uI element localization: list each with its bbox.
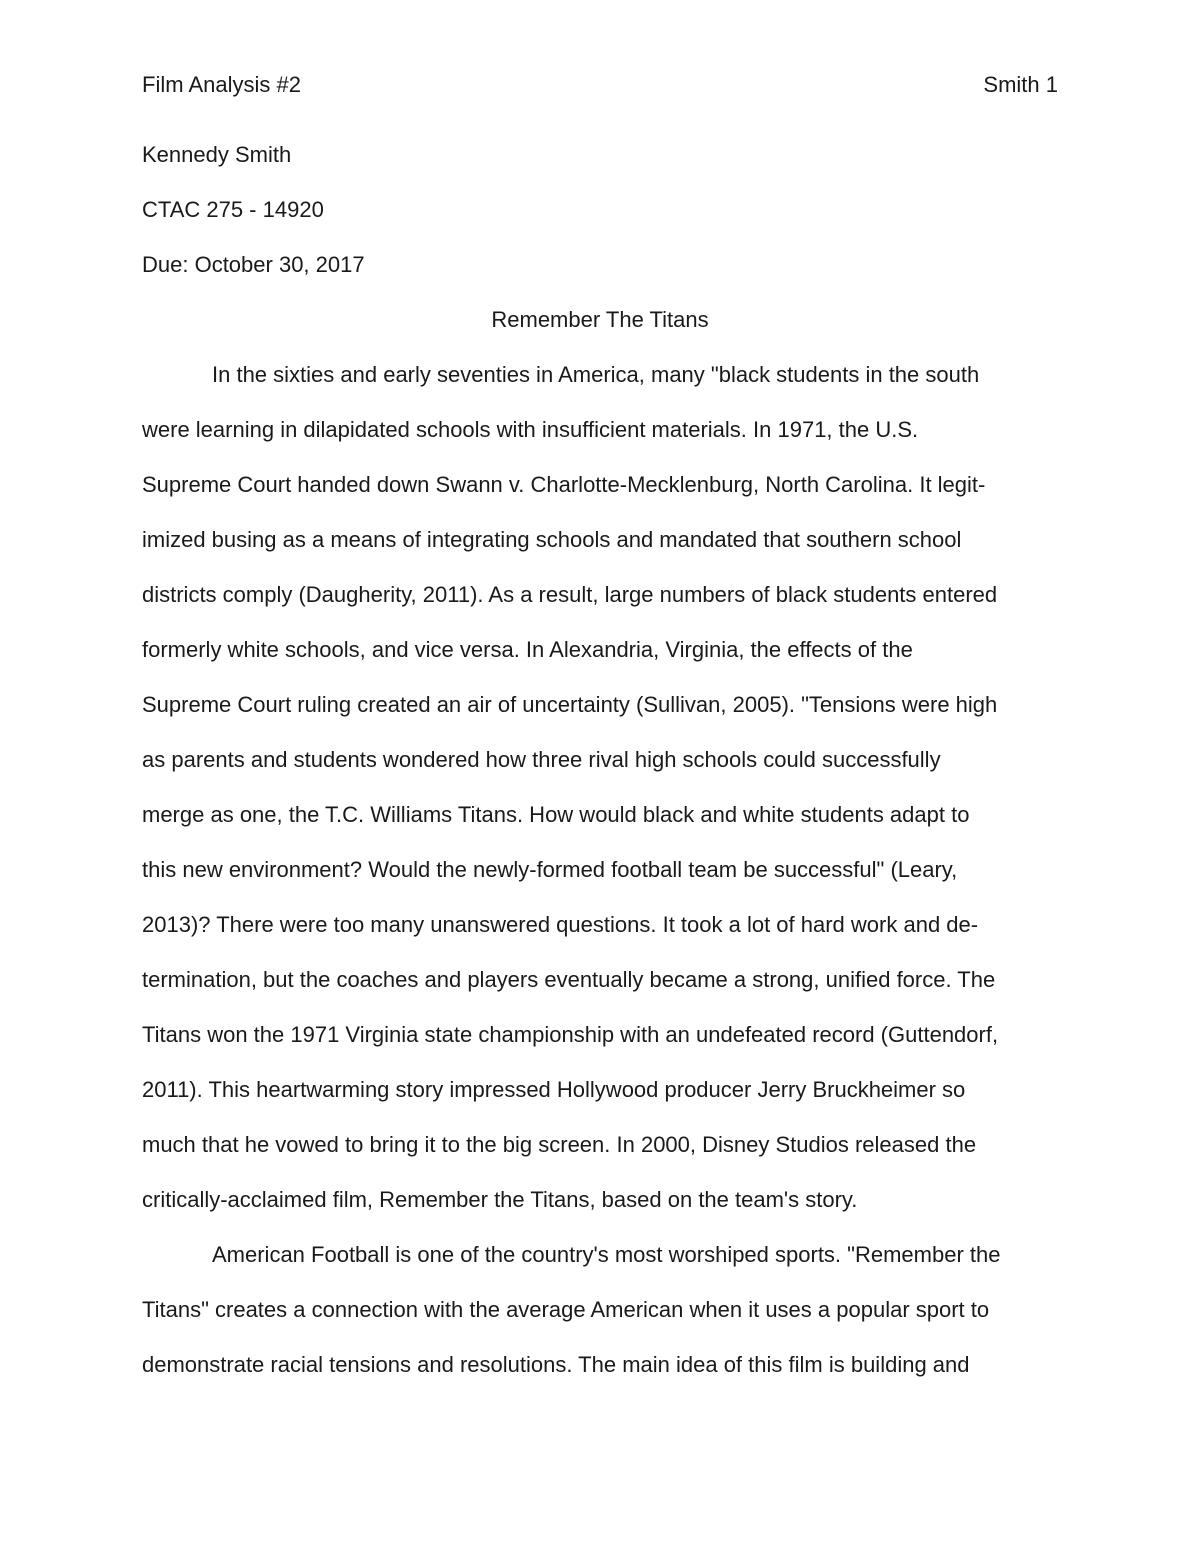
paragraph-line: In the sixties and early seventies in America, many "black students in the south bbox=[212, 362, 980, 387]
paragraph-line: critically-acclaimed film, Remember the Titans, based on the team's story. bbox=[142, 1187, 858, 1212]
page-number-header: Smith 1 bbox=[983, 72, 1058, 97]
paragraph-line: this new environment? Would the newly-formed football team be successful" (Leary, bbox=[142, 857, 958, 882]
document-body bbox=[142, 127, 1058, 1392]
due-date: Due: October 30, 2017 bbox=[142, 252, 365, 277]
paragraph-line: Titans" creates a connection with the average American when it uses a popular sport to bbox=[142, 1297, 990, 1322]
running-header-title: Film Analysis #2 bbox=[142, 72, 301, 97]
paragraph-line: termination, but the coaches and players eventually became a strong, unified force. The bbox=[142, 967, 996, 992]
paragraph-line: Supreme Court ruling created an air of uncertainty (Sullivan, 2005). "Tensions were high bbox=[142, 692, 998, 717]
paragraph-line: much that he vowed to bring it to the big screen. In 2000, Disney Studios released the bbox=[142, 1132, 977, 1157]
paragraph-1 bbox=[142, 347, 1058, 1227]
paragraph-line: merge as one, the T.C. Williams Titans. How would black and white students adapt to bbox=[142, 802, 970, 827]
paragraph-line: Titans won the 1971 Virginia state championship with an undefeated record (Guttendorf, bbox=[142, 1022, 999, 1047]
paragraph-line: imized busing as a means of integrating schools and mandated that southern school bbox=[142, 527, 962, 552]
paragraph-line: American Football is one of the country's most worshiped sports. "Remember the bbox=[212, 1242, 1001, 1267]
paragraph-line: were learning in dilapidated schools with insufficient materials. In 1971, the U.S. bbox=[142, 417, 919, 442]
paragraph-line: Supreme Court handed down Swann v. Charlotte-Mecklenburg, North Carolina. It legit- bbox=[142, 472, 986, 497]
paragraph-2 bbox=[142, 1227, 1058, 1392]
paragraph-line: districts comply (Daugherity, 2011). As a result, large numbers of black students entered bbox=[142, 582, 998, 607]
course-id: CTAC 275 - 14920 bbox=[142, 197, 324, 222]
author-name: Kennedy Smith bbox=[142, 142, 292, 167]
paragraph-line: demonstrate racial tensions and resolutions. The main idea of this film is building and bbox=[142, 1352, 970, 1377]
paragraph-line: 2011). This heartwarming story impressed Hollywood producer Jerry Bruckheimer so bbox=[142, 1077, 966, 1102]
paragraph-line: as parents and students wondered how three rival high schools could successfully bbox=[142, 747, 941, 772]
paragraph-line: 2013)? There were too many unanswered questions. It took a lot of hard work and de- bbox=[142, 912, 979, 937]
document-title: Remember The Titans bbox=[491, 307, 709, 332]
paragraph-line: formerly white schools, and vice versa. In Alexandria, Virginia, the effects of the bbox=[142, 637, 913, 662]
